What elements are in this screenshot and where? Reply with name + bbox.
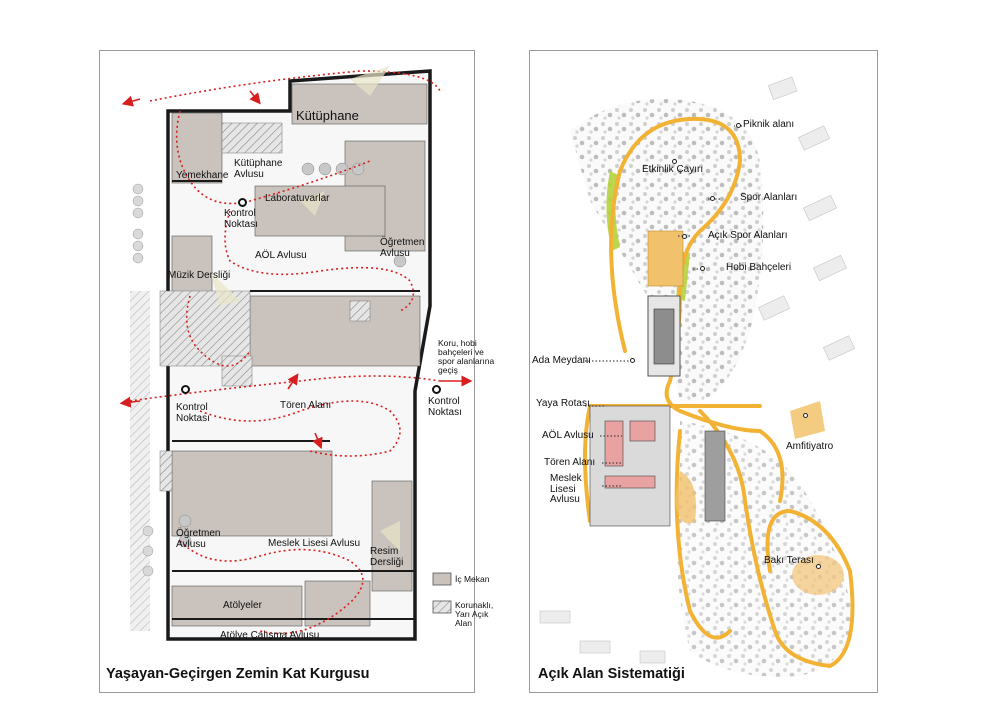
- label-koru-gecis: Koru, hobi bahçeleri ve spor alanlarına geçiş: [438, 338, 495, 375]
- marker-baki: [816, 564, 821, 569]
- label-meslek-lisesi-avlusu: Meslek Lisesi Avlusu: [268, 538, 361, 549]
- left-panel-caption: Yaşayan-Geçirgen Zemin Kat Kurgusu: [106, 666, 370, 682]
- label-acik-spor-alanlari: Açık Spor Alanları: [708, 230, 788, 241]
- legend-korunakli: Korunaklı, Yarı Açık Alan: [455, 600, 494, 628]
- label-resim-dersligi: Resim Dersliği: [370, 546, 404, 568]
- control-point-marker: [432, 385, 441, 394]
- label-aol-avlusu: AÖL Avlusu: [542, 430, 594, 441]
- legend-ic-mekan: İç Mekan: [455, 574, 490, 584]
- marker-acik-spor: [682, 234, 687, 239]
- label-toren-alani: Tören Alanı: [280, 400, 332, 411]
- label-meslek-lisesi-avlusu: Meslek Lisesi Avlusu: [550, 473, 582, 505]
- label-ogretmen-avlusu: Öğretmen Avlusu: [380, 237, 425, 259]
- label-muzik-dersligi: Müzik Dersliği: [168, 270, 231, 281]
- marker-hobi: [700, 266, 705, 271]
- label-kontrol-noktasi-3: Kontrol Noktası: [428, 396, 462, 418]
- label-toren-alani: Tören Alanı: [544, 457, 596, 468]
- label-ogretmen-avlusu-2: Öğretmen Avlusu: [176, 528, 221, 550]
- ground-floor-plan-panel: [99, 50, 495, 693]
- label-piknik-alani: Piknik alanı: [743, 119, 795, 130]
- right-panel-caption: Açık Alan Sistematiği: [538, 666, 685, 682]
- marker-piknik: [736, 123, 741, 128]
- label-kutuphane-avlusu: Kütüphane Avlusu: [234, 158, 283, 180]
- label-atolye-calisma-avlusu: Atölye Çalışma Avlusu: [220, 630, 320, 641]
- open-space-system-panel: [529, 50, 878, 693]
- label-aol-avlusu: AÖL Avlusu: [255, 250, 307, 261]
- label-kontrol-noktasi-2: Kontrol Noktası: [176, 402, 210, 424]
- label-yemekhane: Yemekhane: [176, 170, 229, 181]
- label-amfitiyatro: Amfitiyatro: [786, 441, 834, 452]
- label-hobi-bahceleri: Hobi Bahçeleri: [726, 262, 792, 273]
- label-atolyeler: Atölyeler: [223, 600, 262, 611]
- label-etkinlik-cayiri: Etkinlik Çayırı: [642, 164, 704, 175]
- open-space-map-drawing: [530, 51, 879, 694]
- marker-amfi: [803, 413, 808, 418]
- marker-spor: [710, 196, 715, 201]
- control-point-marker: [181, 385, 190, 394]
- label-kontrol-noktasi-1: Kontrol Noktası: [224, 208, 258, 230]
- label-ada-meydani: Ada Meydanı: [532, 355, 591, 366]
- label-yaya-rotasi: Yaya Rotası: [536, 398, 590, 409]
- label-kutuphane: Kütüphane: [296, 108, 359, 123]
- label-spor-alanlari: Spor Alanları: [740, 192, 798, 203]
- label-laboratuvarlar: Laboratuvarlar: [265, 193, 330, 204]
- control-point-marker: [238, 198, 247, 207]
- marker-ada: [630, 358, 635, 363]
- ground-floor-plan-drawing: [100, 51, 476, 694]
- label-baki-terasi: Bakı Terası: [764, 555, 814, 566]
